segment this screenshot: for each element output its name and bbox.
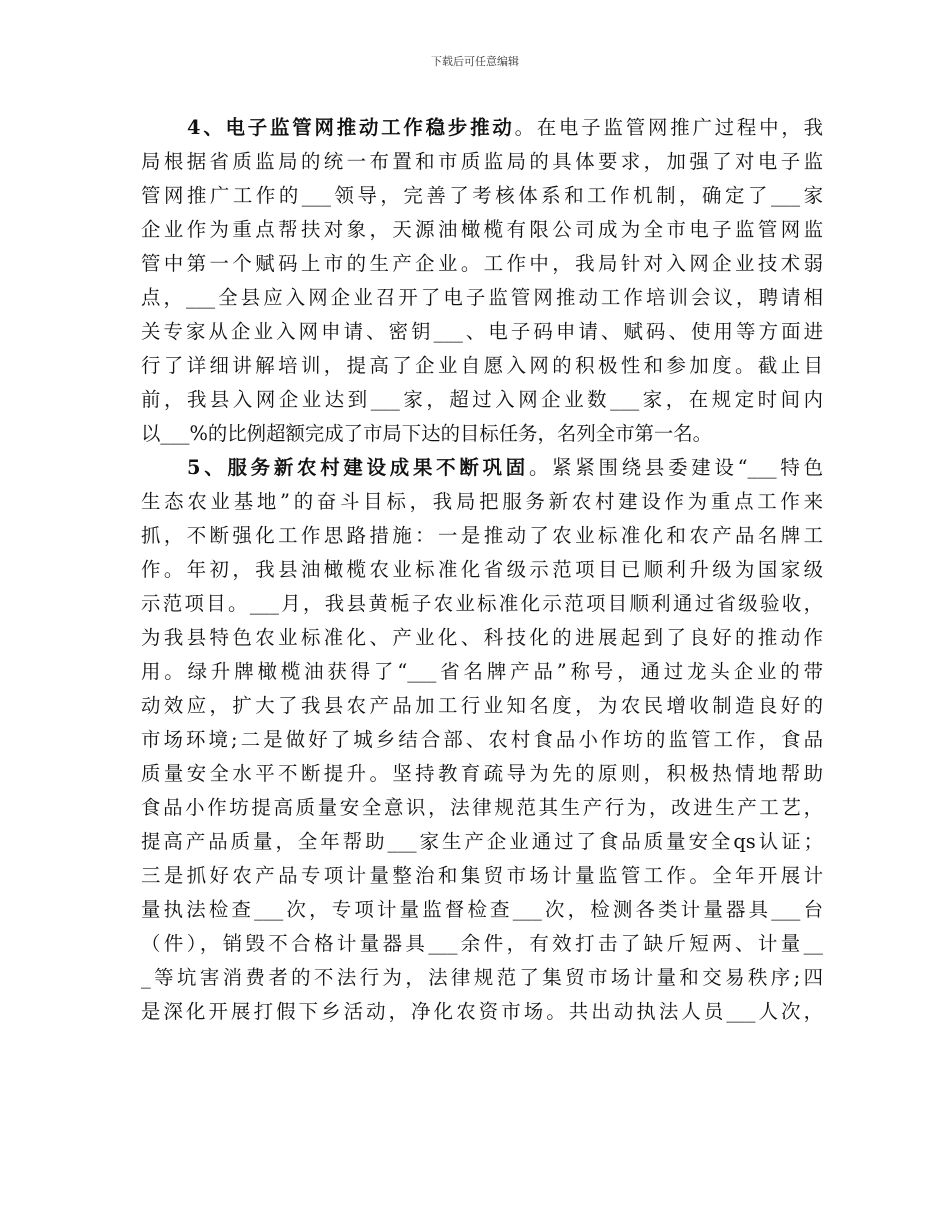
section-heading: 4、电子监管网推动工作稳步推动 (187, 116, 515, 139)
text-line (141, 519, 823, 553)
text-line (141, 825, 823, 859)
text-line (141, 791, 823, 825)
text-line (141, 281, 823, 315)
text-line (141, 315, 823, 349)
text-line (141, 655, 823, 689)
line-text: 以___%的比例超额完成了市局下达的目标任务，名列全市第一名。 (141, 422, 713, 445)
text-line (141, 859, 823, 893)
line-text: _等坑害消费者的不法行为，法律规范了集贸市场计量和交易秩序;四 (141, 966, 823, 989)
text-line (141, 247, 823, 281)
section-heading: 5、服务新农村建设成果不断巩固 (187, 456, 529, 479)
line-text: 食品小作坊提高质量安全意识，法律规范其生产行为，改进生产工艺， (141, 796, 823, 819)
text-line (141, 927, 823, 961)
line-text: 抓，不断强化工作思路措施：一是推动了农业标准化和农产品名牌工 (141, 524, 823, 547)
line-text: 三是抓好农产品专项计量整治和集贸市场计量监管工作。全年开展计 (141, 864, 823, 887)
text-line (141, 349, 823, 383)
text-line (141, 757, 823, 791)
line-text: 点，___全县应入网企业召开了电子监管网推动工作培训会议，聘请相 (141, 286, 823, 309)
page-header: 下载后可任意编辑 (431, 55, 519, 68)
text-line (141, 179, 823, 213)
text-line (141, 689, 823, 723)
line-text: 提高产品质量，全年帮助___家生产企业通过了食品质量安全qs认证； (141, 830, 823, 853)
text-line (141, 893, 823, 927)
text-line (141, 383, 823, 417)
line-text: 市场环境;二是做好了城乡结合部、农村食品小作坊的监管工作，食品 (141, 728, 823, 751)
line-text: 是深化开展打假下乡活动，净化农资市场。共出动执法人员___人次， (141, 1000, 823, 1023)
line-text: （件），销毁不合格计量器具___余件，有效打击了缺斤短两、计量__ (141, 932, 823, 955)
line-text: 企业作为重点帮扶对象，天源油橄榄有限公司成为全市电子监管网监 (141, 218, 823, 241)
text-line (141, 723, 823, 757)
line-text: 关专家从企业入网申请、密钥___、电子码申请、赋码、使用等方面进 (141, 320, 823, 343)
text-line (141, 553, 823, 587)
line-text: 行了详细讲解培训，提高了企业自愿入网的积极性和参加度。截止目 (141, 354, 823, 377)
text-line (141, 621, 823, 655)
line-text: 示范项目。___月，我县黄栀子农业标准化示范项目顺利通过省级验收， (141, 592, 823, 615)
line-text: 局根据省质监局的统一布置和市质监局的具体要求，加强了对电子监 (141, 150, 823, 173)
text-line (141, 111, 823, 145)
line-text: 质量安全水平不断提升。坚持教育疏导为先的原则，积极热情地帮助 (141, 762, 823, 785)
text-line (141, 587, 823, 621)
line-text: 生态农业基地”的奋斗目标，我局把服务新农村建设作为重点工作来 (141, 490, 823, 513)
text-line (141, 145, 823, 179)
line-text: 量执法检查___次，专项计量监督检查___次，检测各类计量器具___台 (141, 898, 823, 921)
line-text: 管网推广工作的___领导，完善了考核体系和工作机制，确定了___家 (141, 184, 823, 207)
line-text: 。紧紧围绕县委建设“___特色 (528, 456, 824, 479)
line-text: 。在电子监管网推广过程中，我 (514, 116, 824, 139)
text-line (141, 213, 823, 247)
line-text: 用。绿升牌橄榄油获得了“___省名牌产品”称号，通过龙头企业的带 (141, 660, 823, 683)
line-text: 作。年初，我县油橄榄农业标准化省级示范项目已顺利升级为国家级 (141, 558, 823, 581)
text-line (141, 417, 823, 451)
text-line (141, 451, 823, 485)
text-line (141, 961, 823, 995)
text-line (141, 995, 823, 1029)
text-line (141, 485, 823, 519)
line-text: 动效应，扩大了我县农产品加工行业知名度，为农民增收制造良好的 (141, 694, 823, 717)
line-text: 前，我县入网企业达到___家，超过入网企业数___家，在规定时间内 (141, 388, 823, 411)
line-text: 管中第一个赋码上市的生产企业。工作中，我局针对入网企业技术弱 (141, 252, 823, 275)
document-body (141, 111, 823, 1029)
line-text: 为我县特色农业标准化、产业化、科技化的进展起到了良好的推动作 (141, 626, 823, 649)
